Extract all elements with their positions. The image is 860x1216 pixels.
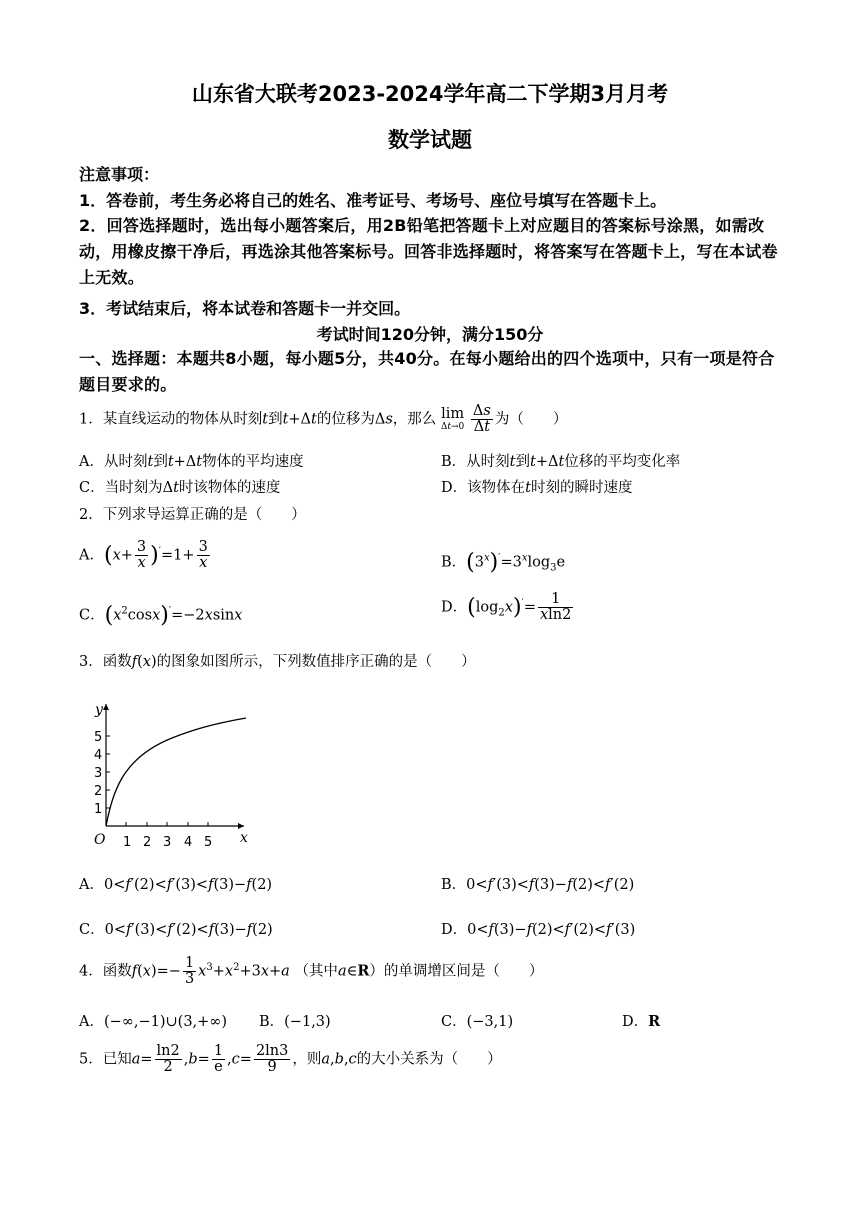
notice-heading: 注意事项： (79, 165, 160, 184)
q2-stem: 2．下列求导运算正确的是（ ） (79, 507, 306, 523)
function-curve (106, 718, 246, 826)
q3-option-c: C．0<f′(3)<f′(2)<f(3)−f(2) (79, 922, 273, 938)
y-axis-arrow (103, 704, 109, 710)
q4-option-a: A．(−∞,−1)∪(3,+∞) (79, 1014, 228, 1030)
x-axis-label: x (240, 830, 248, 846)
q3-option-b: B．0<f′(3)<f(3)−f(2)<f′(2) (441, 877, 635, 893)
q1-option-c: C．当时刻为Δt时该物体的速度 (79, 480, 281, 496)
function-graph (92, 696, 262, 851)
q4-option-c: C．(−3,1) (441, 1014, 514, 1030)
y-tick-label: 3 (94, 766, 103, 781)
q3-stem: 3．函数f(x)的图象如图所示，下列数值排序正确的是（ ） (79, 654, 476, 670)
exam-subtitle: 数学试题 (388, 128, 472, 152)
notice-item-1: 1．答卷前，考生务必将自己的姓名、准考证号、考场号、座位号填写在答题卡上。 (79, 191, 667, 210)
x-tick-label: 1 (123, 835, 132, 850)
section1-heading: 一、选择题：本题共8小题，每小题5分，共40分。在每小题给出的四个选项中，只有一项是符合题目要求的。 (79, 349, 775, 394)
y-tick-label: 4 (94, 748, 103, 763)
y-tick-label: 1 (94, 802, 103, 817)
exam-title: 山东省大联考2023-2024学年高二下学期3月月考 (191, 82, 669, 106)
notice-item-3: 3．考试结束后，将本试卷和答题卡一并交回。 (79, 299, 411, 318)
x-axis-arrow (238, 823, 244, 829)
q1-option-b: B．从时刻t到t+Δt位移的平均变化率 (441, 454, 681, 470)
exam-time: 考试时间120分钟，满分150分 (316, 325, 544, 344)
notice-item-2: 2．回答选择题时，选出每小题答案后，用2B铅笔把答题卡上对应题目的答案标号涂黑，如需改动，用橡皮擦干净后，再选涂其他答案标号。回答非选择题时，将答案写在答题卡上，写在本试卷上无效。 (79, 216, 778, 287)
y-tick-label: 5 (94, 730, 103, 745)
x-tick-label: 2 (143, 835, 152, 850)
q3-option-a: A．0<f′(2)<f′(3)<f(3)−f(2) (79, 877, 273, 893)
q4-option-b: B．(−1,3) (259, 1014, 331, 1030)
q3-option-d: D．0<f(3)−f(2)<f′(2)<f′(3) (441, 922, 636, 938)
y-axis-label: y (95, 702, 103, 718)
q1-option-d: D．该物体在t时刻的瞬时速度 (441, 480, 633, 496)
x-tick-label: 5 (204, 835, 213, 850)
q2-option-d: D．$(\log_2x)'=$ $\frac{1}{xln2}$ (441, 591, 572, 624)
q1-stem: 1．某直线运动的物体从时刻t到t+Δt的位移为Δs，那么 lim Δt→0 $\frac{\Delta s}{\Delta t}$ 为（ ） (79, 403, 568, 436)
q1-option-a: A．从时刻t到t+Δt物体的平均速度 (79, 454, 304, 470)
q4-stem: 4．函数f(x)=− $\frac{1}{3}$ $x^3+x^2+3x+a$ （其中a∈R）的单调增区间是（ ） (79, 955, 544, 988)
q5-stem: 5．已知a= $\frac{\ln 2}{2}$ ,b= $\frac{1}{e}$ ,c= $\frac{2\ln 3}{9}$ ，则a,b,c的大小关系为（ ） (79, 1043, 502, 1076)
q4-option-d: D．R (622, 1013, 661, 1030)
y-tick-label: 2 (94, 784, 103, 799)
origin-label: O (94, 832, 106, 848)
x-tick-label: 4 (184, 835, 193, 850)
q2-option-c: C．$(x^2\cos x)'=-2xsinx$ (79, 603, 243, 628)
q2-option-a: A．(x+ $\frac{3}{x}$ )′=1+ $\frac{3}{x}$ (79, 539, 208, 572)
x-tick-label: 3 (163, 835, 172, 850)
q2-option-b: B．$(3^x)'=3^x\log_3e$ (441, 550, 566, 575)
